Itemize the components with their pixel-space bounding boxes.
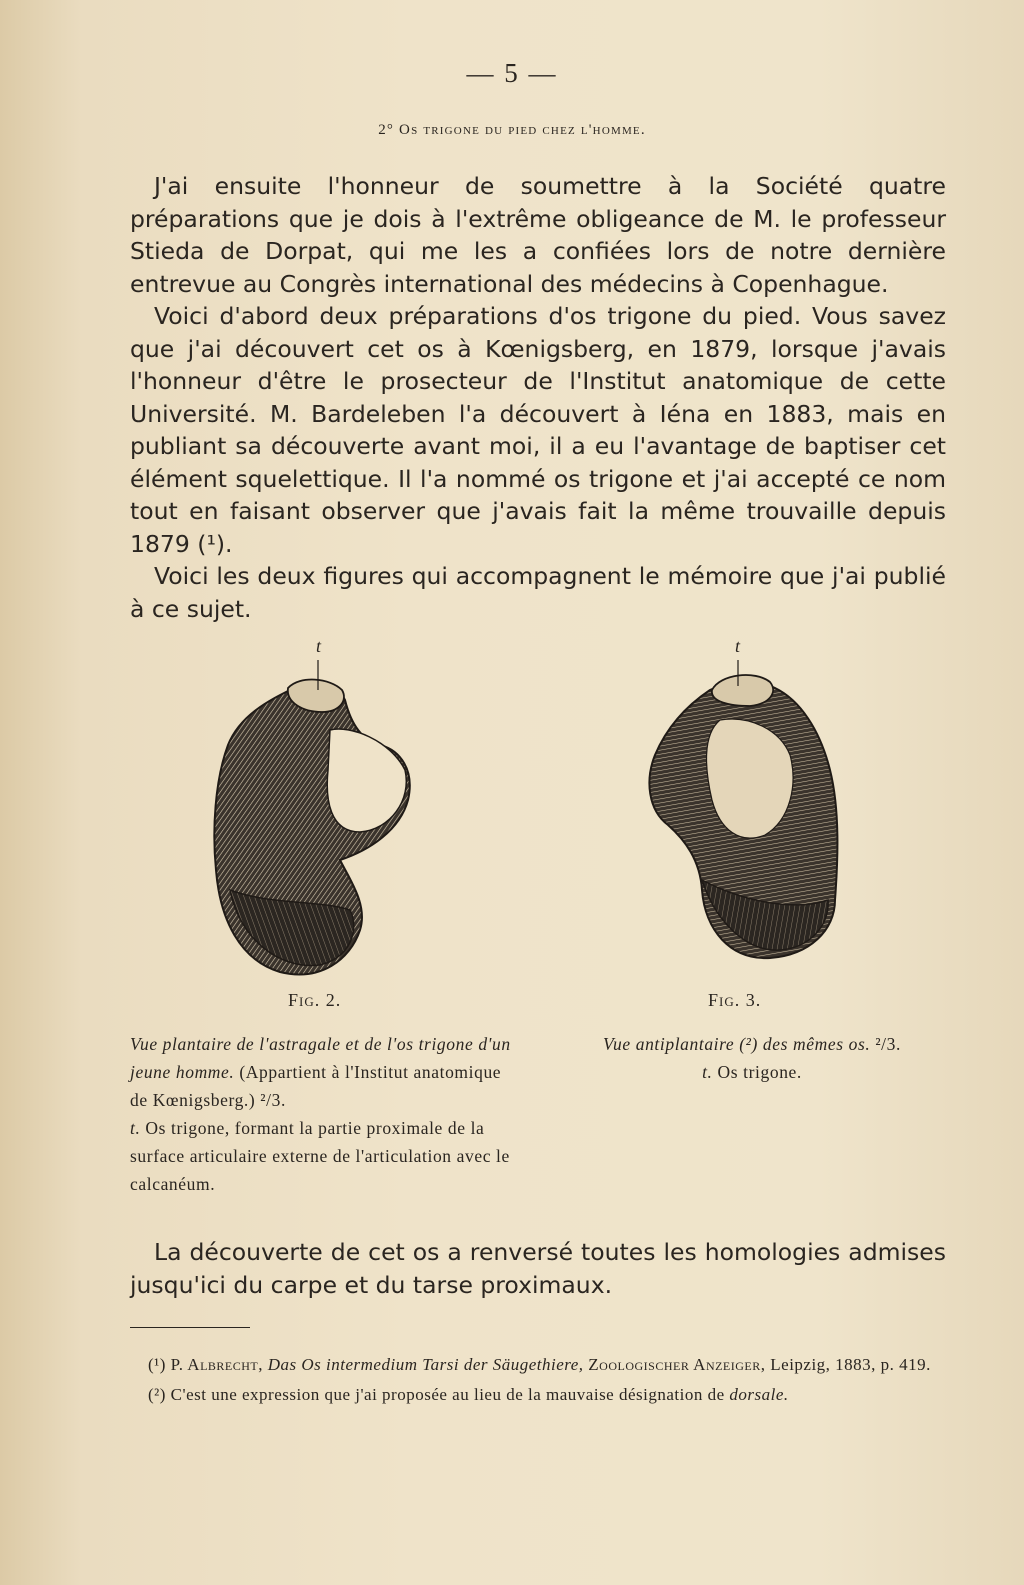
footnote-1-mark: (¹): [148, 1355, 166, 1374]
fig2-caption-t-text: Os trigone, formant la partie proximale de la surface articulaire externe de l'articulation avec le calcanéum.: [130, 1118, 510, 1194]
fig2-label: Fig. 2.: [288, 990, 342, 1010]
fig2-astragalus-illustration: [200, 660, 430, 980]
footnote-2-mark: (²): [148, 1385, 166, 1404]
paragraph-2: Voici d'abord deux préparations d'os trigone du pied. Vous savez que j'ai découvert cet os à Kœnigsberg, en 1879, lorsque j'avais l'honneur d'être le prosecteur de l'Institut anatomique de cette Université. M. Bardeleben l'a découvert à Iéna en 1883, mais en publiant sa découverte avant moi, il a eu l'avantage de baptiser cet élément squelettique. Il l'a nommé os trigone et j'ai accepté ce nom tout en faisant observer que j'avais fait la même trouvaille depuis 1879 (¹).: [130, 302, 946, 558]
fig3-caption-t: t.: [702, 1062, 713, 1082]
footnote-2: [130, 1380, 938, 1410]
paragraph-3: Voici les deux figures qui accompagnent le mémoire que j'ai publié à ce sujet.: [130, 562, 946, 623]
closing-text: La découverte de cet os a renversé toutes les homologies admises jusqu'ici du carpe et du tarse proximaux.: [130, 1238, 946, 1299]
section-title: 2° Os trigone du pied chez l'homme.: [378, 122, 646, 138]
page-number: — 5 —: [466, 58, 558, 88]
fig2-caption-rest: (Appartient à l'Institut anatomique de Kœnigsberg.) ²/3.: [130, 1062, 502, 1110]
body-text: [130, 170, 946, 625]
footnotes: [130, 1350, 938, 1410]
fig3-caption-t-text: Os trigone.: [717, 1062, 802, 1082]
fig3-caption-italic: Vue antiplantaire (²) des mêmes os.: [603, 1034, 871, 1054]
fig2-marker-t: t: [316, 636, 322, 656]
closing-paragraph: [130, 1236, 946, 1301]
paragraph-1: J'ai ensuite l'honneur de soumettre à la Société quatre préparations que je dois à l'extrême obligeance de M. le professeur Stieda de Dorpat, qui me les a confiées lors de notre dernière entrevue au Congrès international des médecins à Copenhague.: [130, 172, 946, 298]
fig2-caption: [130, 1030, 520, 1198]
footnote-1-journal: Zoologischer Anzeiger,: [588, 1355, 766, 1374]
fig3-label: Fig. 3.: [708, 990, 762, 1010]
footnote-rule: [130, 1327, 250, 1328]
fig3-astragalus-illustration: [640, 660, 850, 970]
fig2-caption-t: t.: [130, 1118, 141, 1138]
fig3-marker-t: t: [735, 636, 741, 656]
footnote-1-title: Das Os intermedium Tarsi der Säugethiere,: [267, 1355, 584, 1374]
footnote-1-rest: Leipzig, 1883, p. 419.: [770, 1355, 931, 1374]
fig2-caption-italic: Vue plantaire de l'astragale et de l'os trigone d'un jeune homme.: [130, 1034, 511, 1082]
footnote-1: [130, 1350, 938, 1380]
footnote-2-italic: dorsale.: [729, 1385, 789, 1404]
fig3-caption-rest: ²/3.: [875, 1034, 901, 1054]
fig3-caption: [562, 1030, 942, 1086]
footnote-1-author: P. Albrecht,: [170, 1355, 263, 1374]
footnote-2-text: C'est une expression que j'ai proposée au lieu de la mauvaise désignation de: [170, 1385, 725, 1404]
